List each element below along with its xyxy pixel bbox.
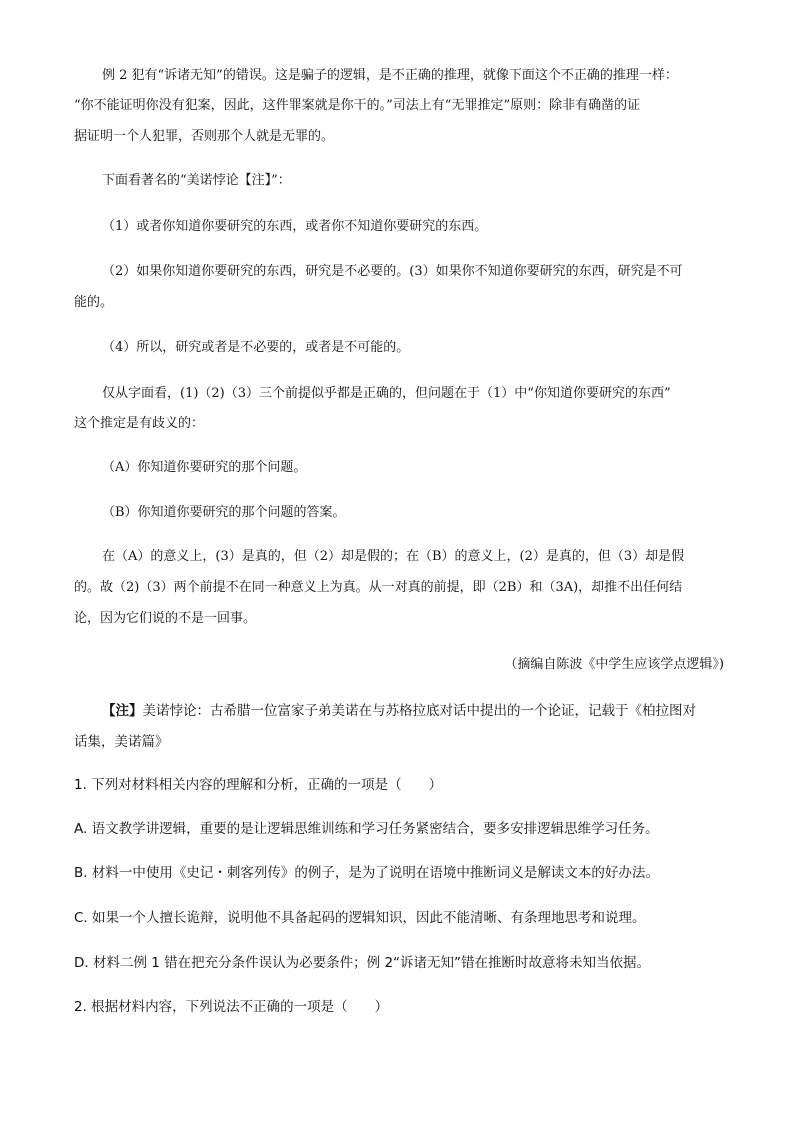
passage-item23-line2: 能的。 xyxy=(74,295,114,310)
passage-item1: （1）或者你知道你要研究的东西，或者你不知道你要研究的东西。 xyxy=(102,219,488,234)
passage-option-a: （A）你知道你要研究的那个问题。 xyxy=(102,460,307,475)
note-label: 【注】 xyxy=(102,703,143,719)
passage-para1-line2: “你不能证明你没有犯案，因此，这件罪案就是你干的。”司法上有“无罪推定”原则：除非有确凿的证 xyxy=(74,98,641,113)
passage-option-b: （B）你知道你要研究的那个问题的答案。 xyxy=(102,505,346,520)
question-1-option-d: D. 材料二例 1 错在把充分条件误认为必要条件；例 2“诉诸无知”错在推断时故意将未知当依据。 xyxy=(74,955,651,971)
passage-para3-line2: 这个推定是有歧义的： xyxy=(74,416,205,431)
question-1-option-a: A. 语文教学讲逻辑，重要的是让逻辑思维训练和学习任务紧密结合，要多安排逻辑思维学习任务。 xyxy=(74,821,659,837)
passage-source: （摘编自陈波《中学生应该学点逻辑》) xyxy=(504,657,724,672)
question-1-stem: 1. 下列对材料相关内容的理解和分析，正确的一项是（ ） xyxy=(74,777,443,793)
note-text: 美诺悖论：古希腊一位富家子弟美诺在与苏格拉底对话中提出的一个论证，记载于《柏拉图对 xyxy=(142,703,696,719)
question-2-stem: 2. 根据材料内容，下列说法不正确的一项是（ ） xyxy=(74,999,389,1015)
passage-item23-line1: （2）如果你知道你要研究的东西，研究是不必要的。(3）如果你不知道你要研究的东西，研究是不可 xyxy=(102,264,683,279)
passage-para3-line1: 仅从字面看，(1)（2)（3）三个前提似乎都是正确的，但问题在于（1）中“你知道你要研究的东西” xyxy=(102,386,671,401)
passage-para1-line3: 据证明一个人犯罪，否则那个人就是无罪的。 xyxy=(74,129,335,144)
passage-para4-line1: 在（A）的意义上，(3）是真的，但（2）却是假的；在（B）的意义上，(2）是真的，但（3）却是假 xyxy=(102,549,685,564)
passage-para4-line2: 的。故（2)（3）两个前提不在同一种意义上为真。从一对真的前提，即（2B）和（3A)，却推不出任何结 xyxy=(74,580,683,595)
passage-para1-line1: 例 2 犯有“诉诸无知”的错误。这是骗子的逻辑，是不正确的推理，就像下面这个不正确的推理一样： xyxy=(102,68,678,83)
question-1-option-c: C. 如果一个人擅长诡辩，说明他不具备起码的逻辑知识，因此不能清晰、有条理地思考和说理。 xyxy=(74,910,646,926)
question-1-option-b: B. 材料一中使用《史记・刺客列传》的例子，是为了说明在语境中推断词义是解读文本的好办法。 xyxy=(74,865,659,881)
passage-para2: 下面看著名的“美诺悖论【注】”： xyxy=(102,173,291,188)
passage-para4-line3: 论，因为它们说的不是一回事。 xyxy=(74,611,257,626)
note-line2: 话集，美诺篇》 xyxy=(74,734,169,750)
note-line1 xyxy=(74,698,734,724)
passage-item4: （4）所以，研究或者是不必要的，或者是不可能的。 xyxy=(102,340,410,355)
